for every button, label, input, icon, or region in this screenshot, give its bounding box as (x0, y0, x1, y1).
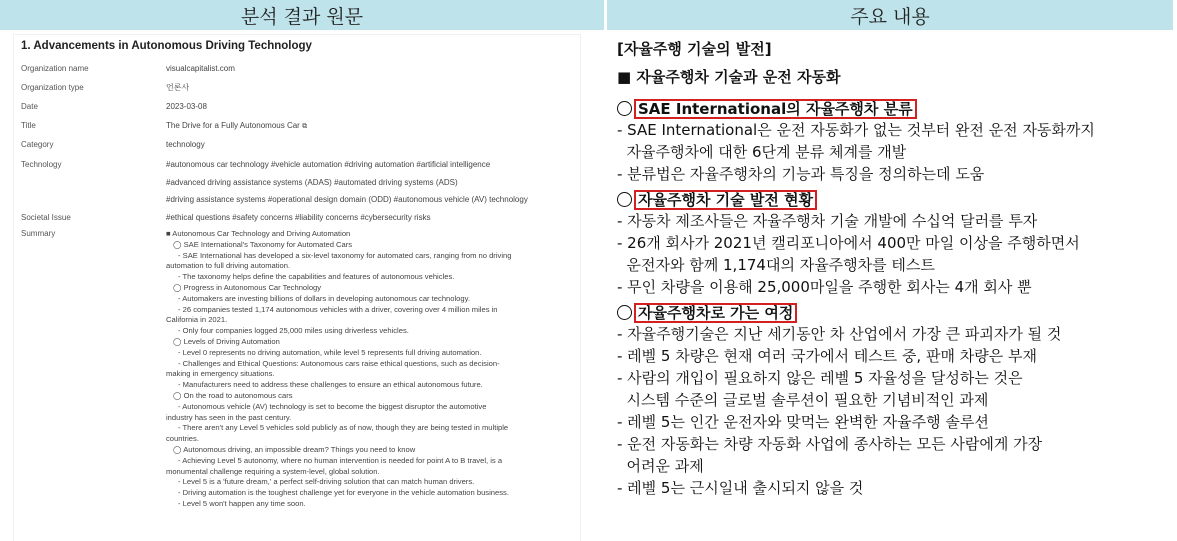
summary-line: - SAE International has developed a six-level taxonomy for automated cars, ranging from no driving (178, 250, 512, 260)
societal-issue-row (21, 209, 580, 227)
summary-line: - Level 0 represents no driving automation, while level 5 represents full driving automation. (178, 347, 482, 357)
tag-line: #driving assistance systems #operational design domain (ODD) #autonomous vehicle (AV) technology (166, 195, 528, 204)
field-row (21, 116, 580, 135)
bullet-line: 자율주행차에 대한 6단계 분류 체계를 개발 (617, 143, 907, 161)
field-value-wrap (166, 116, 580, 135)
column-divider (604, 0, 607, 541)
field-value: visualcapitalist.com (166, 64, 235, 73)
bullet-line: - 운전 자동화는 차량 자동화 사업에 종사하는 모든 사람에게 가장 (617, 435, 1043, 453)
external-link-icon[interactable]: ⧉ (302, 123, 308, 130)
summary-line: - Level 5 won't happen any time soon. (178, 498, 306, 508)
field-row (21, 78, 580, 97)
section-title: [자율주행 기술의 발전] (617, 40, 772, 58)
field-label: Category (21, 140, 54, 149)
bullet-line: - 자동차 제조사들은 자율주행차 기술 개발에 수십억 달러를 투자 (617, 212, 1038, 230)
key-content-panel (617, 37, 1177, 499)
field-value: 2023-03-08 (166, 102, 207, 111)
field-value: #ethical questions #safety concerns #liability concerns #cybersecurity risks (166, 212, 431, 222)
circle-bullet-icon (617, 192, 632, 207)
field-value: technology (166, 140, 205, 149)
bullet-line: 시스템 수준의 글로벌 솔루션이 필요한 기념비적인 과제 (617, 391, 989, 409)
summary-line: making in emergency situations. (166, 369, 275, 379)
summary-line: ■ Autonomous Car Technology and Driving Automation (166, 229, 351, 238)
field-label: Summary (21, 229, 56, 238)
title-link[interactable]: The Drive for a Fully Autonomous Car (166, 121, 300, 130)
summary-text (166, 229, 580, 510)
section-heading (617, 302, 1177, 323)
summary-line: industry has seen in the past century. (166, 412, 292, 422)
summary-line: ◯ Levels of Driving Automation (173, 336, 280, 346)
technology-row (21, 156, 580, 209)
right-column-header (607, 0, 1173, 30)
field-value: 언론사 (166, 83, 190, 92)
summary-line: California in 2021. (166, 315, 228, 325)
circle-bullet-icon (617, 305, 632, 320)
section-heading (617, 189, 1177, 210)
summary-line: - Automakers are investing billions of dollars in developing autonomous car technology. (178, 293, 470, 303)
field-label: Organization name (21, 64, 89, 73)
circle-bullet-icon (617, 101, 632, 116)
section-heading (617, 98, 1177, 119)
summary-line: - Autonomous vehicle (AV) technology is set to become the biggest disruptor the automotive (178, 401, 487, 411)
summary-line: - The taxonomy helps define the capabilities and features of autonomous vehicles. (178, 272, 455, 282)
summary-line: ◯ On the road to autonomous cars (173, 390, 293, 400)
main-heading: ■ 자율주행차 기술과 운전 자동화 (617, 68, 841, 86)
bullet-line: 어려운 과제 (617, 457, 704, 475)
field-row (21, 135, 580, 154)
left-header-label: 분석 결과 원문 (240, 5, 364, 28)
summary-line: ◯ SAE International's Taxonomy for Automated Cars (173, 239, 353, 249)
summary-line: - Challenges and Ethical Questions: Autonomous cars raise ethical questions, such as decision- (178, 358, 500, 368)
right-header-label: 주요 내용 (850, 5, 930, 28)
left-column-header (0, 0, 604, 30)
field-label: Organization type (21, 83, 84, 92)
tag-line: #autonomous car technology #vehicle automation #driving automation #artificial intelligence (166, 160, 491, 169)
summary-line: - Achieving Level 5 autonomy, where no human intervention is needed for point A to B travel, is a (178, 455, 503, 465)
bullet-line: - 26개 회사가 2021년 캘리포니아에서 400만 마일 이상을 주행하면서 (617, 234, 1080, 252)
bullet-line: - 레벨 5 차량은 현재 여러 국가에서 테스트 중, 판매 차량은 부재 (617, 347, 1037, 365)
bullet-line: - 레벨 5는 인간 운전자와 맞먹는 완벽한 자율주행 솔루션 (617, 413, 989, 431)
bullet-line: - 자율주행기술은 지난 세기동안 차 산업에서 가장 큰 파괴자가 될 것 (617, 325, 1062, 343)
summary-row (21, 229, 580, 510)
analysis-source-panel (14, 35, 580, 541)
section-heading-label: 자율주행차로 가는 여정 (634, 303, 797, 323)
summary-line: ◯ Autonomous driving, an impossible dream? Things you need to know (173, 444, 416, 454)
bullet-line: - 무인 차량을 이용해 25,000마일을 주행한 회사는 4개 회사 뿐 (617, 278, 1032, 296)
field-row (21, 97, 580, 116)
field-label: Date (21, 102, 38, 111)
article-title: 1. Advancements in Autonomous Driving Technology (21, 40, 312, 52)
tag-line: #advanced driving assistance systems (ADAS) #automated driving systems (ADS) (166, 177, 458, 187)
section-heading-label: SAE International의 자율주행차 분류 (634, 99, 917, 119)
summary-line: - Level 5 is a 'future dream,' a perfect self-driving solution that can match human drivers. (178, 477, 475, 487)
summary-line: - 26 companies tested 1,174 autonomous vehicles with a driver, covering over 4 million miles in (178, 304, 498, 314)
summary-line: automation to full driving automation. (166, 261, 291, 271)
summary-line: - Manufacturers need to address these challenges to ensure an ethical autonomous future. (178, 380, 483, 390)
bullet-line: - SAE International은 운전 자동화가 없는 것부터 완전 운전 자동화까지 (617, 121, 1095, 139)
bullet-line: - 레벨 5는 근시일내 출시되지 않을 것 (617, 479, 864, 497)
bullet-line: - 사람의 개입이 필요하지 않은 레벨 5 자율성을 달성하는 것은 (617, 369, 1023, 387)
section-heading-label: 자율주행차 기술 발전 현황 (634, 190, 817, 210)
summary-line: monumental challenge requiring a system-level, global solution. (166, 466, 380, 476)
summary-line: ◯ Progress in Autonomous Car Technology (173, 282, 322, 292)
summary-line: - Only four companies logged 25,000 miles using driverless vehicles. (178, 326, 409, 336)
bullet-line: - 분류법은 자율주행차의 기능과 특징을 정의하는데 도움 (617, 165, 985, 183)
technology-tags (166, 156, 580, 209)
sections (617, 98, 1177, 499)
field-label: Technology (21, 160, 62, 169)
summary-line: - Driving automation is the toughest challenge yet for everyone in the vehicle automation business. (178, 488, 509, 498)
summary-line: countries. (166, 434, 199, 444)
field-label: Societal Issue (21, 212, 71, 222)
bullet-line: 운전자와 함께 1,174대의 자율주행차를 테스트 (617, 256, 935, 274)
field-row (21, 59, 580, 78)
summary-line: - There aren't any Level 5 vehicles sold publicly as of now, though they are being tested in multiple (178, 423, 509, 433)
field-label: Title (21, 121, 36, 130)
